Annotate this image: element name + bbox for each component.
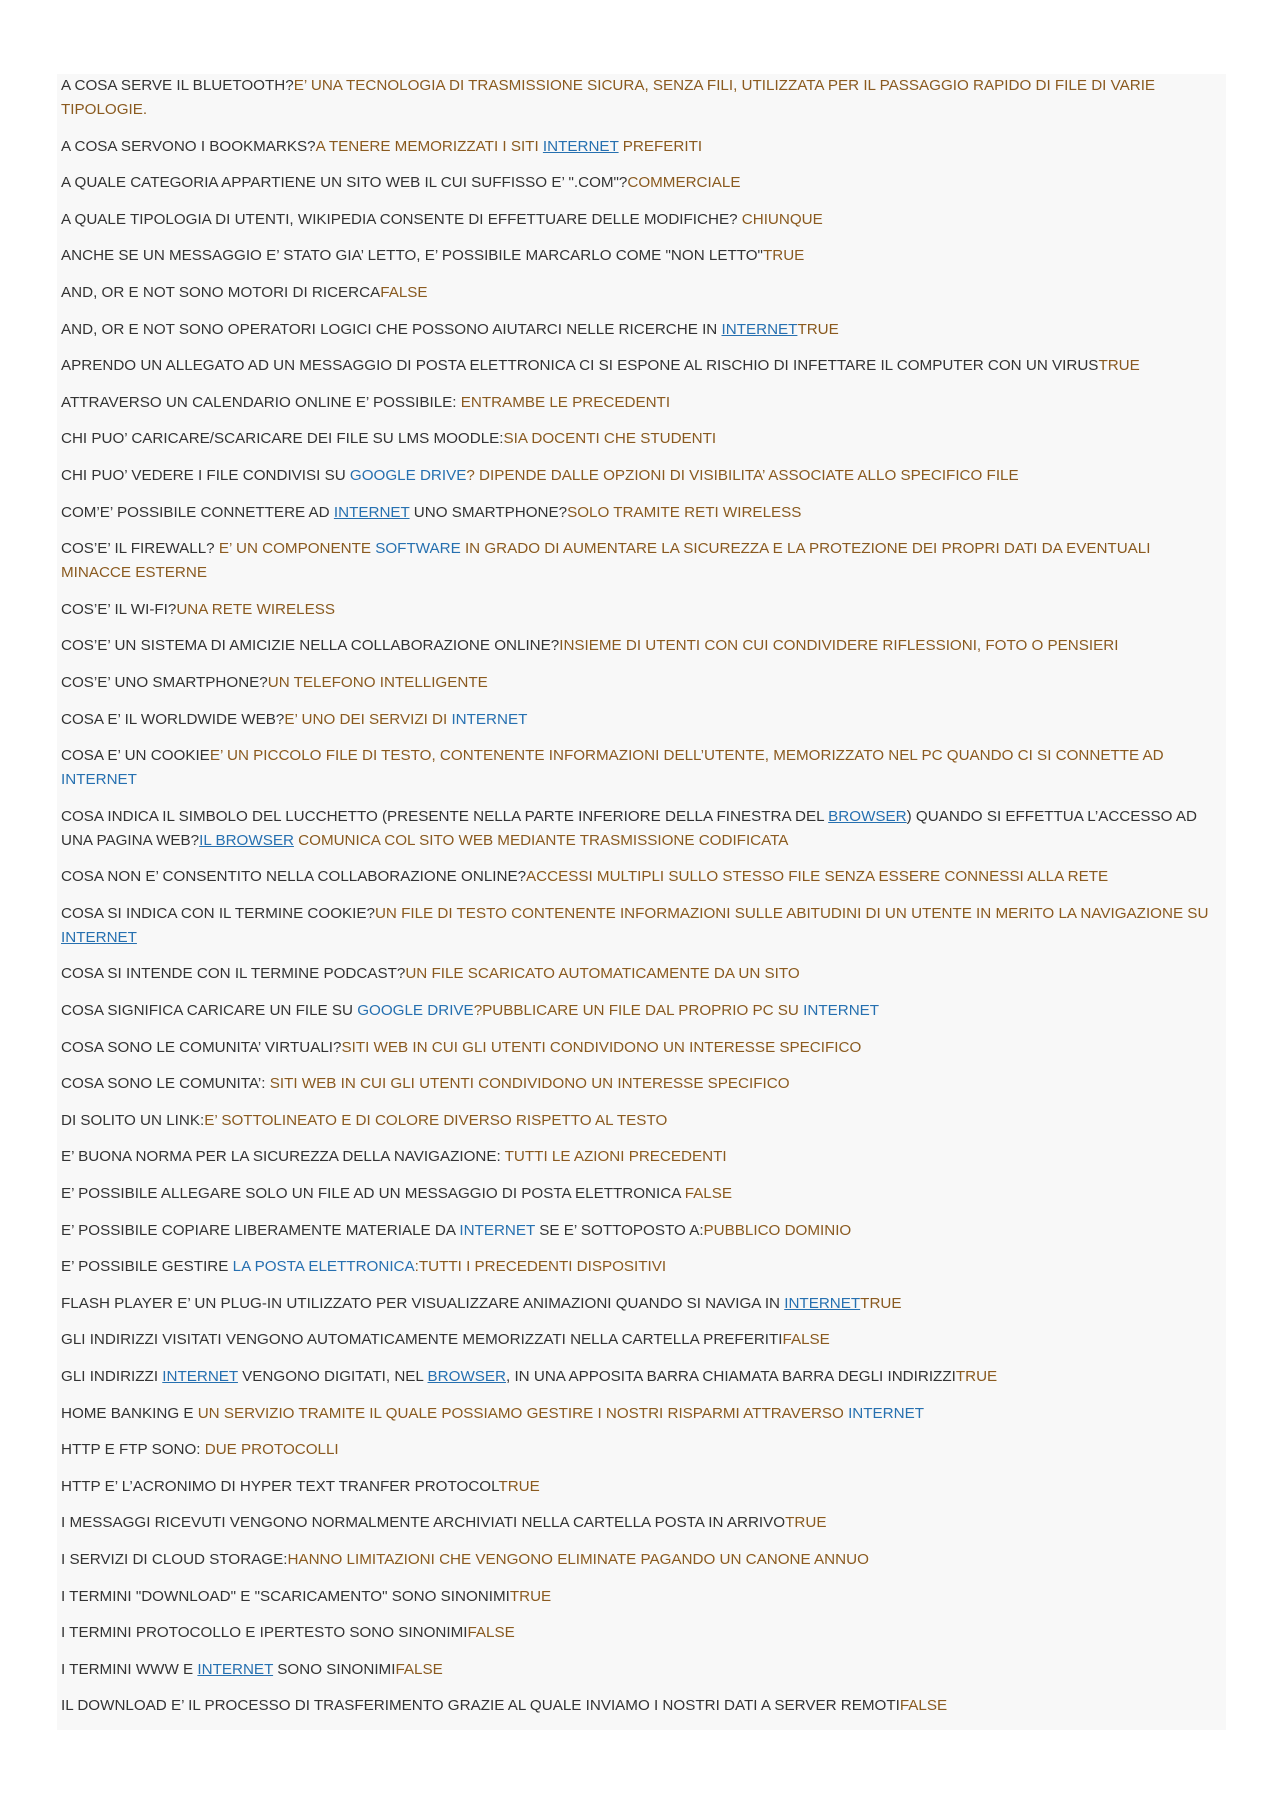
qa-entry: [57, 74, 1226, 122]
question-text: I SERVIZI DI CLOUD STORAGE:: [61, 1550, 288, 1568]
question-text: HTTP E’ L’ACRONIMO DI HYPER TEXT TRANFER PROTOCOL: [61, 1477, 499, 1495]
answer-text: TRUE: [762, 247, 805, 265]
qa-entry: [57, 171, 1226, 195]
answer-text: TRUE: [955, 1368, 998, 1385]
link-text[interactable]: IL BROWSER: [199, 831, 294, 849]
qa-entry: [57, 1292, 1226, 1316]
answer-text: FALSE: [899, 1697, 948, 1715]
qa-entry: [57, 1182, 1226, 1206]
answer-text: IN GRADO DI AUMENTARE LA SICUREZZA E LA PROTEZIONE DEI PROPRI DATI DA EVENTUALI MINACCE ESTERNE: [61, 540, 1151, 582]
qa-entry: [57, 135, 1226, 159]
keyword-text: INTERNET: [803, 1002, 880, 1020]
question-text: APRENDO UN ALLEGATO AD UN MESSAGGIO DI POSTA ELETTRONICA CI SI ESPONE AL RISCHIO DI INFETTARE IL COMPUTER CON UN VIRUS: [61, 357, 1099, 375]
answer-text: E’ UNA TECNOLOGIA DI TRASMISSIONE SICURA, SENZA FILI, UTILIZZATA PER IL PASSAGGIO RAPIDO DI FILE DI VARIE TIPOLOGIE.: [61, 77, 1156, 118]
qa-entry: [57, 1036, 1226, 1060]
answer-text: E’ UNO DEI SERVIZI DI: [284, 710, 452, 728]
question-text: COS’E’ UNO SMARTPHONE?: [61, 673, 268, 691]
link-text[interactable]: INTERNET: [784, 1294, 861, 1312]
qa-entry: [57, 281, 1226, 305]
answer-text: PUBBLICO DOMINIO: [703, 1221, 852, 1239]
question-text: COSA SONO LE COMUNITA’:: [61, 1075, 270, 1093]
answer-text: INSIEME DI UTENTI CON CUI CONDIVIDERE RIFLESSIONI, FOTO O PENSIERI: [559, 637, 1119, 655]
keyword-text: SOFTWARE: [375, 540, 461, 558]
answer-text: ? DIPENDE DALLE OPZIONI DI VISIBILITA’ ASSOCIATE ALLO SPECIFICO FILE: [466, 466, 1019, 484]
keyword-text: INTERNET: [451, 710, 528, 728]
qa-entry: [57, 1511, 1226, 1535]
answer-text: DUE PROTOCOLLI: [204, 1441, 339, 1459]
answer-text: FALSE: [467, 1624, 515, 1642]
qa-entry: [57, 1145, 1226, 1169]
answer-text: FALSE: [380, 283, 428, 301]
answer-text: PREFERITI: [618, 137, 703, 155]
answer-text: TRUE: [860, 1294, 902, 1312]
question-text: I TERMINI PROTOCOLLO E IPERTESTO SONO SINONIMI: [61, 1624, 468, 1642]
question-text: I MESSAGGI RICEVUTI VENGONO NORMALMENTE ARCHIVIATI NELLA CARTELLA POSTA IN ARRIVO: [61, 1514, 786, 1532]
link-text[interactable]: INTERNET: [162, 1368, 238, 1385]
qa-entry: [57, 671, 1226, 695]
qa-entry: [57, 805, 1226, 853]
question-text: CHI PUO’ VEDERE I FILE CONDIVISI SU: [61, 466, 350, 484]
question-text: COSA INDICA IL SIMBOLO DEL LUCCHETTO (PRESENTE NELLA PARTE INFERIORE DELLA FINESTRA DEL: [61, 807, 829, 825]
answer-text: E’ UN PICCOLO FILE DI TESTO, CONTENENTE INFORMAZIONI DELL’UTENTE, MEMORIZZATO NEL PC QUANDO CI SI CONNETTE AD: [209, 747, 1164, 765]
answer-text: TRUE: [785, 1514, 827, 1532]
link-text[interactable]: INTERNET: [61, 928, 137, 946]
question-text: HOME BANKING E: [61, 1404, 198, 1422]
link-text[interactable]: INTERNET: [542, 137, 619, 155]
qa-entry: [57, 1072, 1226, 1096]
link-text[interactable]: INTERNET: [333, 503, 410, 521]
answer-text: SITI WEB IN CUI GLI UTENTI CONDIVIDONO UN INTERESSE SPECIFICO: [269, 1075, 790, 1093]
question-text: FLASH PLAYER E’ UN PLUG-IN UTILIZZATO PER VISUALIZZARE ANIMAZIONI QUANDO SI NAVIGA IN: [61, 1294, 785, 1312]
answer-text: SITI WEB IN CUI GLI UTENTI CONDIVIDONO UN INTERESSE SPECIFICO: [341, 1038, 862, 1056]
qa-entry: [57, 708, 1226, 732]
link-text[interactable]: BROWSER: [427, 1368, 507, 1385]
question-text: A COSA SERVONO I BOOKMARKS?: [61, 137, 316, 155]
answer-text: E’ SOTTOLINEATO E DI COLORE DIVERSO RISPETTO AL TESTO: [204, 1111, 668, 1129]
qa-entry: [57, 244, 1226, 268]
answer-text: UN FILE SCARICATO AUTOMATICAMENTE DA UN SITO: [405, 965, 800, 983]
link-text[interactable]: INTERNET: [197, 1660, 274, 1678]
keyword-text: INTERNET: [848, 1404, 925, 1422]
link-text[interactable]: INTERNET: [721, 320, 798, 338]
question-text: I TERMINI "DOWNLOAD" E "SCARICAMENTO" SONO SINONIMI: [61, 1587, 510, 1605]
qa-entry: [57, 1585, 1226, 1609]
question-text: A QUALE TIPOLOGIA DI UTENTI, WIKIPEDIA CONSENTE DI EFFETTUARE DELLE MODIFICHE?: [61, 210, 742, 228]
qa-entry: [57, 354, 1226, 378]
question-text: COSA SIGNIFICA CARICARE UN FILE SU: [61, 1002, 358, 1020]
qa-entry: [57, 1694, 1226, 1718]
question-text: SONO SINONIMI: [273, 1660, 396, 1678]
answer-text: A TENERE MEMORIZZATI I SITI: [315, 137, 543, 155]
qa-entry: [57, 391, 1226, 415]
question-text: I TERMINI WWW E: [61, 1660, 198, 1678]
answer-text: UN FILE DI TESTO CONTENENTE INFORMAZIONI SULLE ABITUDINI DI UN UTENTE IN MERITO LA NAVIGAZIONE SU: [374, 904, 1209, 922]
qa-entry: [57, 1658, 1226, 1682]
question-text: COS’E’ UN SISTEMA DI AMICIZIE NELLA COLLABORAZIONE ONLINE?: [61, 637, 560, 655]
qa-entry: [57, 1109, 1226, 1133]
qa-entry: [57, 902, 1226, 950]
answer-text: FALSE: [782, 1331, 830, 1349]
keyword-text: GOOGLE DRIVE: [357, 1002, 474, 1020]
qa-entry: [57, 427, 1226, 451]
question-text: CHI PUO’ CARICARE/SCARICARE DEI FILE SU LMS MOODLE:: [61, 430, 504, 448]
keyword-text: INTERNET: [459, 1221, 536, 1239]
question-text: AND, OR E NOT SONO OPERATORI LOGICI CHE POSSONO AIUTARCI NELLE RICERCHE IN: [61, 320, 722, 338]
question-text: HTTP E FTP SONO:: [61, 1441, 205, 1459]
question-text: ) QUANDO SI EFFETTUA L’ACCESSO AD UNA PAGINA WEB?: [61, 807, 1197, 849]
question-text: ATTRAVERSO UN CALENDARIO ONLINE E’ POSSIBILE:: [61, 393, 461, 411]
keyword-text: INTERNET: [61, 771, 137, 789]
qa-entry: [57, 1255, 1226, 1279]
answer-text: TRUE: [498, 1477, 540, 1495]
question-text: , IN UNA APPOSITA BARRA CHIAMATA BARRA DEGLI INDIRIZZI: [506, 1368, 956, 1385]
answer-text: CHIUNQUE: [741, 210, 823, 228]
answer-text: FALSE: [684, 1185, 732, 1203]
answer-text: UN SERVIZIO TRAMITE IL QUALE POSSIAMO GESTIRE I NOSTRI RISPARMI ATTRAVERSO: [197, 1404, 849, 1422]
question-text: COM’E’ POSSIBILE CONNETTERE AD: [61, 503, 334, 521]
keyword-text: GOOGLE DRIVE: [349, 466, 467, 484]
question-text: GLI INDIRIZZI: [61, 1368, 163, 1385]
answer-text: :TUTTI I PRECEDENTI DISPOSITIVI: [414, 1258, 667, 1276]
document-page: [57, 74, 1226, 1730]
qa-entry: [57, 501, 1226, 525]
question-text: COSA E’ UN COOKIE: [61, 747, 210, 765]
answer-text: TRUE: [797, 320, 839, 338]
answer-text: SIA DOCENTI CHE STUDENTI: [503, 430, 717, 448]
answer-text: COMMERCIALE: [627, 174, 741, 192]
qa-list: [57, 74, 1226, 1718]
question-text: SE E’ SOTTOPOSTO A:: [535, 1221, 704, 1239]
qa-entry: [57, 464, 1226, 488]
qa-entry: [57, 1548, 1226, 1572]
question-text: GLI INDIRIZZI VISITATI VENGONO AUTOMATICAMENTE MEMORIZZATI NELLA CARTELLA PREFERITI: [61, 1331, 783, 1349]
qa-entry: [57, 318, 1226, 342]
answer-text: TUTTI LE AZIONI PRECEDENTI: [504, 1148, 727, 1166]
question-text: A QUALE CATEGORIA APPARTIENE UN SITO WEB IL CUI SUFFISSO E’ ".COM"?: [61, 174, 628, 192]
qa-entry: [57, 1219, 1226, 1243]
question-text: ANCHE SE UN MESSAGGIO E’ STATO GIA’ LETTO, E’ POSSIBILE MARCARLO COME "NON LETTO": [61, 247, 763, 265]
question-text: COSA SI INDICA CON IL TERMINE COOKIE?: [61, 904, 375, 922]
answer-text: SOLO TRAMITE RETI WIRELESS: [567, 503, 802, 521]
question-text: COS’E’ IL FIREWALL?: [61, 540, 219, 558]
qa-entry: [57, 537, 1226, 585]
question-text: COSA E’ IL WORLDWIDE WEB?: [61, 710, 285, 728]
question-text: E’ POSSIBILE COPIARE LIBERAMENTE MATERIALE DA: [61, 1221, 460, 1239]
qa-entry: [57, 865, 1226, 889]
qa-entry: [57, 634, 1226, 658]
qa-entry: [57, 1621, 1226, 1645]
question-text: A COSA SERVE IL BLUETOOTH?: [61, 77, 294, 94]
qa-entry: [57, 208, 1226, 232]
question-text: UNO SMARTPHONE?: [409, 503, 568, 521]
answer-text: TRUE: [1098, 357, 1140, 375]
answer-text: UNA RETE WIRELESS: [176, 600, 335, 618]
question-text: COSA NON E’ CONSENTITO NELLA COLLABORAZIONE ONLINE?: [61, 868, 527, 886]
qa-entry: [57, 1328, 1226, 1352]
link-text[interactable]: BROWSER: [828, 807, 907, 825]
keyword-text: LA POSTA ELETTRONICA: [232, 1258, 415, 1276]
qa-entry: [57, 598, 1226, 622]
answer-text: E’ UN COMPONENTE: [218, 540, 376, 558]
question-text: AND, OR E NOT SONO MOTORI DI RICERCA: [61, 283, 381, 301]
question-text: COSA SI INTENDE CON IL TERMINE PODCAST?: [61, 965, 406, 983]
qa-entry: [57, 1475, 1226, 1499]
question-text: DI SOLITO UN LINK:: [61, 1111, 205, 1129]
qa-entry: [57, 999, 1226, 1023]
question-text: COS’E’ IL WI-FI?: [61, 600, 177, 618]
answer-text: ACCESSI MULTIPLI SULLO STESSO FILE SENZA ESSERE CONNESSI ALLA RETE: [526, 868, 1109, 886]
question-text: E’ POSSIBILE GESTIRE: [61, 1258, 233, 1276]
question-text: E’ BUONA NORMA PER LA SICUREZZA DELLA NAVIGAZIONE:: [61, 1148, 505, 1166]
qa-entry: [57, 1438, 1226, 1462]
qa-entry: [57, 1365, 1226, 1389]
answer-text: HANNO LIMITAZIONI CHE VENGONO ELIMINATE PAGANDO UN CANONE ANNUO: [287, 1550, 869, 1568]
question-text: VENGONO DIGITATI, NEL: [237, 1368, 428, 1385]
question-text: IL DOWNLOAD E’ IL PROCESSO DI TRASFERIMENTO GRAZIE AL QUALE INVIAMO I NOSTRI DATI A SERVER REMOTI: [61, 1697, 900, 1715]
answer-text: ENTRAMBE LE PRECEDENTI: [460, 393, 671, 411]
answer-text: UN TELEFONO INTELLIGENTE: [267, 673, 488, 691]
answer-text: ?PUBBLICARE UN FILE DAL PROPRIO PC SU: [473, 1002, 804, 1020]
qa-entry: [57, 744, 1226, 792]
qa-entry: [57, 1402, 1226, 1426]
answer-text: COMUNICA COL SITO WEB MEDIANTE TRASMISSIONE CODIFICATA: [293, 831, 789, 849]
answer-text: FALSE: [395, 1660, 443, 1678]
answer-text: TRUE: [509, 1587, 552, 1605]
qa-entry: [57, 962, 1226, 986]
question-text: E’ POSSIBILE ALLEGARE SOLO UN FILE AD UN MESSAGGIO DI POSTA ELETTRONICA: [61, 1185, 685, 1203]
question-text: COSA SONO LE COMUNITA’ VIRTUALI?: [61, 1038, 342, 1056]
